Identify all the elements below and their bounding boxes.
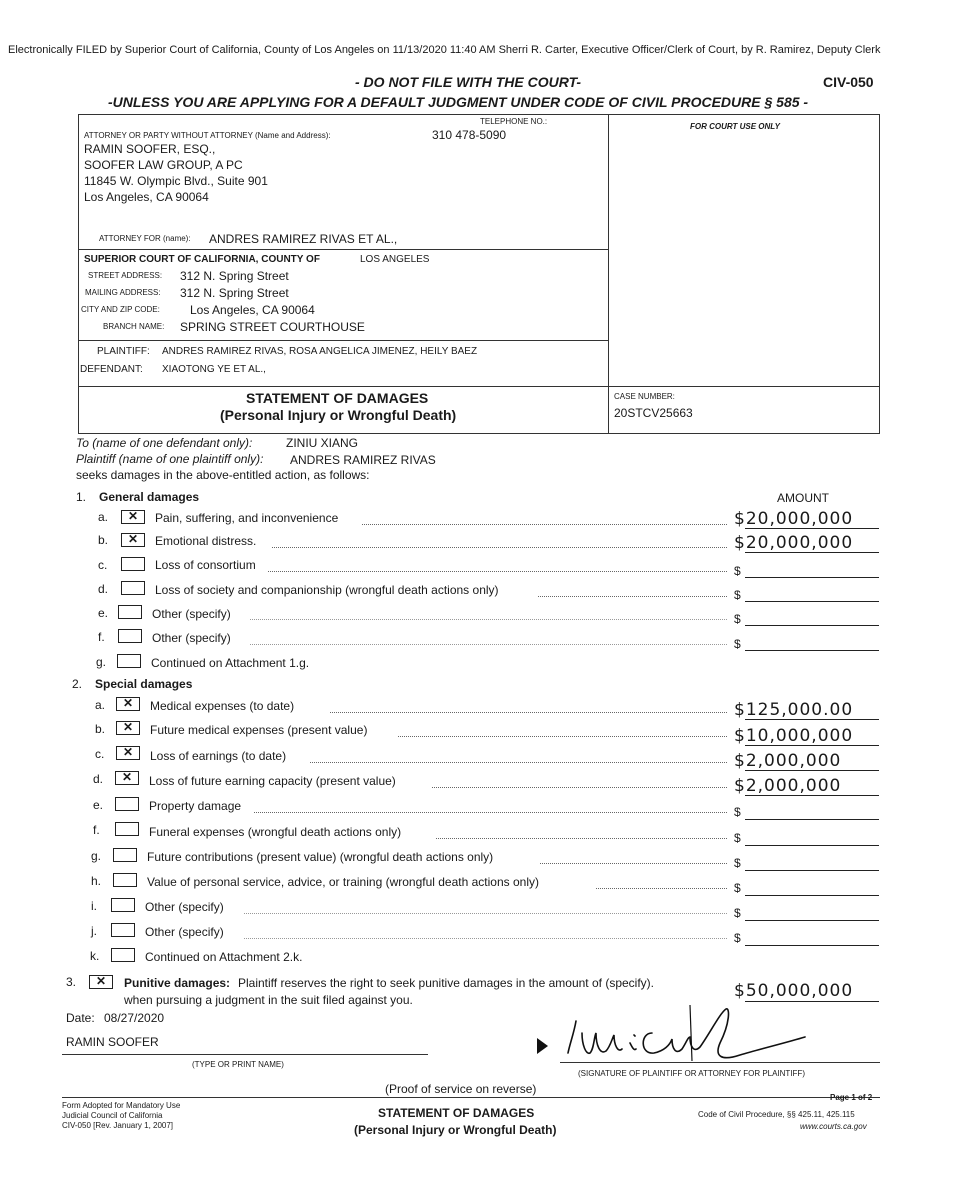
item-letter: e.	[93, 798, 104, 812]
form-title: STATEMENT OF DAMAGES	[246, 390, 429, 406]
item-letter: f.	[93, 823, 100, 837]
printed-name: RAMIN SOOFER	[66, 1035, 159, 1049]
item-label: Other (specify)	[152, 607, 231, 621]
street-label: STREET ADDRESS:	[88, 271, 163, 280]
case-number-label: CASE NUMBER:	[614, 392, 675, 401]
code-reference: Code of Civil Procedure, §§ 425.11, 425.115	[698, 1110, 855, 1119]
form-adopted-3: CIV-050 [Rev. January 1, 2007]	[62, 1121, 174, 1130]
branch-label: BRANCH NAME:	[103, 322, 165, 331]
dollar-sign: $	[734, 588, 741, 602]
footer-subtitle: (Personal Injury or Wrongful Death)	[354, 1123, 557, 1137]
item-letter: h.	[91, 874, 102, 888]
item-letter: c.	[98, 558, 108, 572]
checkbox-other-j[interactable]	[111, 923, 135, 937]
item-letter: i.	[91, 899, 97, 913]
checkbox-other-e[interactable]	[118, 605, 142, 619]
checkbox-future-earning-capacity[interactable]: ✕	[115, 771, 139, 785]
city-label: CITY AND ZIP CODE:	[81, 305, 160, 314]
dollar-sign: $	[734, 856, 741, 870]
checkbox-future-contributions[interactable]	[113, 848, 137, 862]
section-2-title: Special damages	[95, 677, 193, 691]
city-value: Los Angeles, CA 90064	[190, 303, 315, 317]
item-label: Property damage	[149, 799, 242, 813]
dollar-sign: $	[734, 612, 741, 626]
attorney-name: RAMIN SOOFER, ESQ.,	[84, 142, 216, 156]
defendant-value: XIAOTONG YE ET AL.,	[162, 364, 266, 375]
to-label: To (name of one defendant only):	[76, 436, 253, 450]
dollar-sign: $	[734, 637, 741, 651]
date-label: Date:	[66, 1011, 95, 1025]
plaintiff-intro-value: ANDRES RAMIREZ RIVAS	[290, 453, 436, 467]
court-county: LOS ANGELES	[360, 254, 430, 265]
checkbox-future-medical[interactable]: ✕	[116, 721, 140, 735]
street-value: 312 N. Spring Street	[180, 269, 289, 283]
signature-label: (SIGNATURE OF PLAINTIFF OR ATTORNEY FOR PLAINTIFF)	[578, 1069, 805, 1078]
checkbox-emotional-distress[interactable]: ✕	[121, 533, 145, 547]
filed-stamp: Electronically FILED by Superior Court of California, County of Los Angeles on 11/13/2020 11:40 AM Sherri R. Carter, Executive Officer/Clerk of Court, by R. Ramirez, Deputy Clerk	[8, 44, 881, 56]
form-adopted-1: Form Adopted for Mandatory Use	[62, 1101, 181, 1110]
case-number: 20STCV25663	[614, 406, 693, 420]
checkbox-personal-service[interactable]	[113, 873, 137, 887]
item-label: Other (specify)	[152, 631, 231, 645]
plaintiff-label: PLAINTIFF:	[97, 346, 150, 357]
dollar-sign: $	[734, 831, 741, 845]
item-label: Loss of consortium	[155, 558, 256, 572]
proof-of-service: (Proof of service on reverse)	[385, 1082, 537, 1096]
item-letter: b.	[95, 722, 106, 736]
checkbox-loss-of-consortium[interactable]	[121, 557, 145, 571]
amount-value: $125,000.00	[734, 700, 854, 720]
item-letter: k.	[90, 949, 100, 963]
defendant-label: DEFENDANT:	[80, 364, 143, 375]
item-letter: a.	[95, 698, 106, 712]
section-2-number: 2.	[72, 677, 83, 691]
checkbox-pain-suffering[interactable]: ✕	[121, 510, 145, 524]
section-3-number: 3.	[66, 975, 77, 989]
form-subtitle: (Personal Injury or Wrongful Death)	[220, 407, 457, 423]
checkbox-loss-of-society[interactable]	[121, 581, 145, 595]
amount-header: AMOUNT	[777, 491, 829, 505]
checkbox-other-i[interactable]	[111, 898, 135, 912]
do-not-file-notice: - DO NOT FILE WITH THE COURT-	[355, 74, 582, 90]
checkbox-loss-of-earnings[interactable]: ✕	[116, 746, 140, 760]
item-label: Loss of earnings (to date)	[150, 749, 287, 763]
item-label: Other (specify)	[145, 900, 224, 914]
dollar-sign: $	[734, 931, 741, 945]
signature-image	[560, 1003, 810, 1063]
amount-value: $20,000,000	[734, 509, 854, 529]
item-letter: j.	[91, 924, 97, 938]
plaintiff-value: ANDRES RAMIREZ RIVAS, ROSA ANGELICA JIMENEZ, HEILY BAEZ	[162, 346, 478, 357]
item-label: Future medical expenses (present value)	[150, 723, 368, 737]
attorney-firm: SOOFER LAW GROUP, A PC	[84, 158, 243, 172]
form-adopted-2: Judicial Council of California	[62, 1111, 163, 1120]
item-label: Medical expenses (to date)	[150, 699, 295, 713]
branch-value: SPRING STREET COURTHOUSE	[180, 320, 365, 334]
item-letter: g.	[91, 849, 102, 863]
dollar-sign: $	[734, 564, 741, 578]
checkbox-funeral-expenses[interactable]	[115, 822, 139, 836]
item-label: Value of personal service, advice, or training (wrongful death actions only)	[147, 875, 539, 889]
attorney-for-value: ANDRES RAMIREZ RIVAS ET AL.,	[209, 232, 398, 246]
attorney-for-label: ATTORNEY FOR (name):	[99, 234, 191, 243]
item-letter: g.	[96, 655, 107, 669]
telephone-label: TELEPHONE NO.:	[480, 117, 548, 126]
item-label: Emotional distress.	[155, 534, 257, 548]
form-number: CIV-050	[823, 74, 874, 90]
item-letter: e.	[98, 606, 109, 620]
dollar-sign: $	[734, 805, 741, 819]
item-label: Loss of future earning capacity (present value)	[149, 774, 396, 788]
item-label: Other (specify)	[145, 925, 224, 939]
item-label: Future contributions (present value) (wrongful death actions only)	[147, 850, 494, 864]
punitive-text-2: when pursuing a judgment in the suit filed against you.	[124, 993, 413, 1007]
plaintiff-intro-label: Plaintiff (name of one plaintiff only):	[76, 452, 264, 466]
attorney-label: ATTORNEY OR PARTY WITHOUT ATTORNEY (Name and Address):	[84, 131, 331, 140]
punitive-text: Plaintiff reserves the right to seek punitive damages in the amount of (specify).	[238, 976, 654, 990]
item-letter: b.	[98, 533, 109, 547]
item-letter: d.	[98, 582, 109, 596]
checkbox-medical-expenses[interactable]: ✕	[116, 697, 140, 711]
punitive-title: Punitive damages:	[124, 976, 231, 990]
page-number: Page 1 of 2	[830, 1093, 873, 1102]
item-letter: d.	[93, 772, 104, 786]
courts-website[interactable]: www.courts.ca.gov	[800, 1122, 867, 1131]
checkbox-attachment-1g[interactable]	[117, 654, 141, 668]
checkbox-punitive[interactable]: ✕	[89, 975, 113, 989]
telephone-number: 310 478-5090	[432, 128, 507, 142]
date-value: 08/27/2020	[104, 1011, 165, 1025]
amount-value: $2,000,000	[734, 776, 842, 796]
seeks-text: seeks damages in the above-entitled action, as follows:	[76, 468, 370, 482]
item-letter: c.	[95, 747, 105, 761]
punitive-amount: $50,000,000	[734, 981, 854, 1001]
attorney-city: Los Angeles, CA 90064	[84, 190, 209, 204]
type-name-label: (TYPE OR PRINT NAME)	[192, 1060, 284, 1069]
default-judgment-notice: -UNLESS YOU ARE APPLYING FOR A DEFAULT JUDGMENT UNDER CODE OF CIVIL PROCEDURE § 585 -	[108, 94, 809, 110]
dollar-sign: $	[734, 881, 741, 895]
arrow-icon	[537, 1038, 548, 1054]
mailing-label: MAILING ADDRESS:	[85, 288, 161, 297]
section-1-title: General damages	[99, 490, 200, 504]
footer-title: STATEMENT OF DAMAGES	[378, 1106, 535, 1120]
attorney-street: 11845 W. Olympic Blvd., Suite 901	[84, 174, 268, 188]
amount-value: $20,000,000	[734, 533, 854, 553]
section-1-number: 1.	[76, 490, 87, 504]
item-label: Continued on Attachment 1.g.	[151, 656, 310, 670]
dollar-sign: $	[734, 906, 741, 920]
checkbox-attachment-2k[interactable]	[111, 948, 135, 962]
amount-value: $2,000,000	[734, 751, 842, 771]
checkbox-property-damage[interactable]	[115, 797, 139, 811]
checkbox-other-f[interactable]	[118, 629, 142, 643]
item-letter: a.	[98, 510, 109, 524]
mailing-value: 312 N. Spring Street	[180, 286, 289, 300]
court-title: SUPERIOR COURT OF CALIFORNIA, COUNTY OF	[84, 254, 320, 265]
item-label: Pain, suffering, and inconvenience	[155, 511, 339, 525]
item-letter: f.	[98, 630, 105, 644]
item-label: Loss of society and companionship (wrongful death actions only)	[155, 583, 499, 597]
item-label: Funeral expenses (wrongful death actions only)	[149, 825, 402, 839]
court-use-label: FOR COURT USE ONLY	[690, 122, 780, 131]
amount-value: $10,000,000	[734, 726, 854, 746]
to-value: ZINIU XIANG	[286, 436, 359, 450]
item-label: Continued on Attachment 2.k.	[145, 950, 303, 964]
